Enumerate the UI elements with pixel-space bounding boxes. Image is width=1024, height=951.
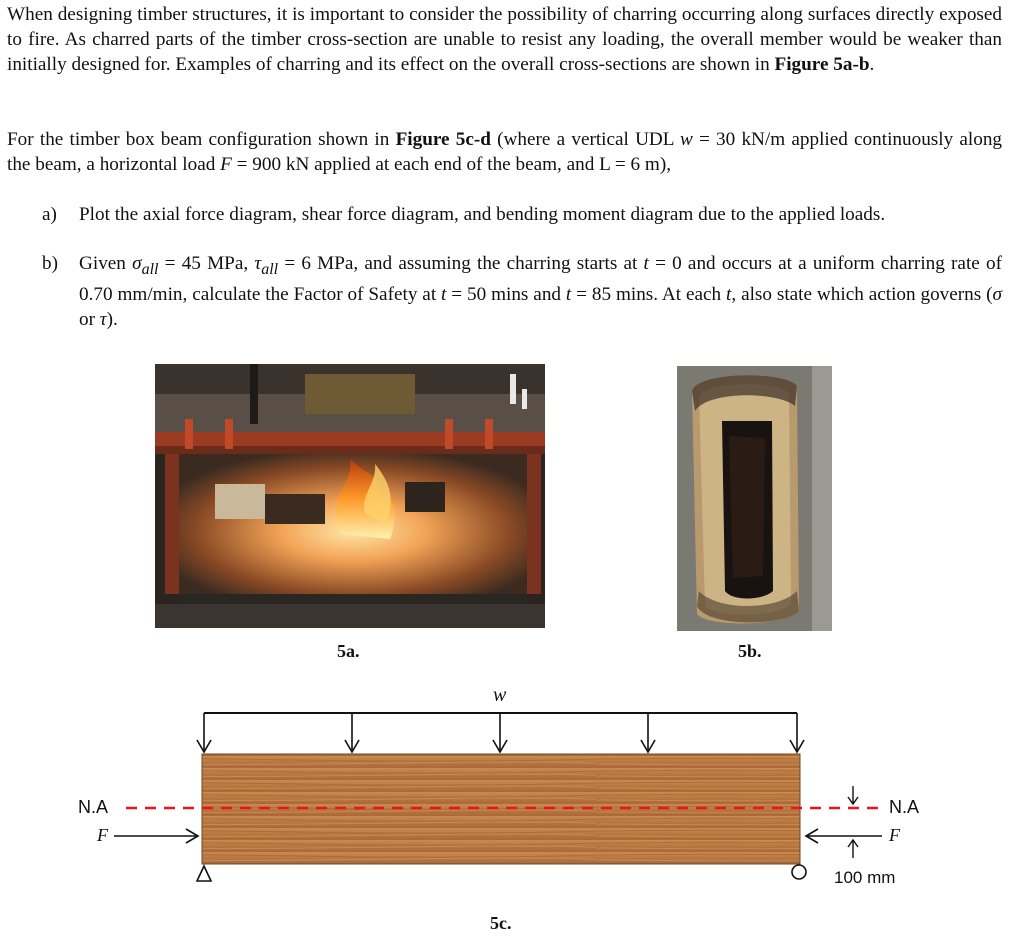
udl-arrow bbox=[641, 713, 655, 752]
qb-given: Given bbox=[79, 253, 133, 274]
force-arrow-right bbox=[806, 829, 882, 843]
force-arrow-left bbox=[114, 829, 198, 843]
charred-section-photo bbox=[677, 366, 832, 631]
dimension-arrow-top bbox=[848, 786, 858, 804]
caption-5a: 5a. bbox=[337, 641, 360, 661]
w-symbol: w bbox=[680, 129, 693, 150]
config-text-3: = 30 kN/m applied continuously along the beam, a horizontal load bbox=[7, 129, 1003, 175]
question-a-text: Plot the axial force diagram, shear force diagram, and bending moment diagram due to the applied loads. bbox=[79, 204, 886, 225]
t-symbol: t bbox=[441, 283, 447, 305]
qb-or: or bbox=[79, 308, 100, 330]
force-label-left: F bbox=[97, 825, 108, 845]
intro-paragraph bbox=[7, 2, 1002, 77]
sigma-symbol: σ bbox=[132, 253, 142, 274]
t-symbol: t bbox=[726, 283, 732, 305]
tau-symbol: τ bbox=[99, 308, 107, 330]
dimension-label: 100 mm bbox=[834, 868, 896, 887]
question-b-label: b) bbox=[42, 253, 58, 274]
udl-load bbox=[197, 713, 804, 752]
na-label-left: N.A bbox=[78, 797, 109, 817]
qb-v5: = 85 mins. At each bbox=[571, 283, 727, 305]
caption-5c: 5c. bbox=[490, 913, 512, 933]
figure-5ab-ref: Figure 5a-b bbox=[774, 54, 870, 75]
sigma-sub: all bbox=[141, 260, 159, 278]
caption-5b: 5b. bbox=[738, 641, 762, 661]
roller-support bbox=[792, 865, 806, 879]
sigma-symbol: σ bbox=[992, 283, 1002, 305]
qb-v1: = 45 MPa, bbox=[158, 253, 255, 274]
fire-test-illustration bbox=[155, 364, 545, 628]
force-label-right: F bbox=[889, 825, 900, 845]
tau-symbol: τ bbox=[254, 253, 262, 274]
config-paragraph bbox=[7, 127, 1002, 177]
question-b bbox=[42, 251, 1002, 330]
question-b-text bbox=[79, 251, 1002, 332]
intro-end: . bbox=[869, 54, 875, 75]
t-symbol: t bbox=[643, 253, 649, 274]
udl-label-w: w bbox=[493, 684, 507, 706]
charred-section-illustration bbox=[677, 366, 832, 631]
na-label-right: N.A bbox=[889, 797, 920, 817]
qb-v2: = 6 MPa, and assuming the charring starts at bbox=[278, 253, 644, 274]
intro-text: When designing timber structures, it is important to consider the possibility of charring occurring along surfaces directly exposed to fire. As charred parts of the timber cross-section are unable to resist any loading, the overall member would be weaker than initially designed for. Examples of charring and its effect on the overall cross-sections are shown in bbox=[7, 4, 1002, 75]
qb-close: ). bbox=[106, 308, 118, 330]
udl-arrow bbox=[197, 713, 211, 752]
udl-arrow bbox=[345, 713, 359, 752]
qb-v6: , also state which action governs ( bbox=[731, 283, 993, 305]
pin-support bbox=[197, 866, 211, 881]
timber-beam bbox=[202, 754, 800, 864]
f-symbol: F bbox=[220, 154, 232, 175]
udl-arrow bbox=[790, 713, 804, 752]
config-text-4: = 900 kN applied at each end of the beam, and L = 6 m), bbox=[231, 154, 672, 175]
question-a bbox=[42, 202, 1002, 227]
config-text-2: (where a vertical UDL bbox=[490, 129, 681, 150]
qb-v3: = 0 and occurs at a uniform charring rate of 0.70 mm/min, calculate the Factor of Safety at bbox=[79, 253, 1002, 305]
qb-v4: = 50 mins and bbox=[446, 283, 566, 305]
tau-sub: all bbox=[261, 260, 279, 278]
fire-test-photo bbox=[155, 364, 545, 628]
question-a-label: a) bbox=[42, 204, 57, 225]
udl-arrow bbox=[493, 713, 507, 752]
config-text-1: For the timber box beam configuration shown in bbox=[7, 129, 396, 150]
dimension-arrow-bottom bbox=[848, 840, 858, 858]
t-symbol: t bbox=[565, 283, 572, 305]
figure-5cd-ref: Figure 5c-d bbox=[395, 129, 491, 150]
